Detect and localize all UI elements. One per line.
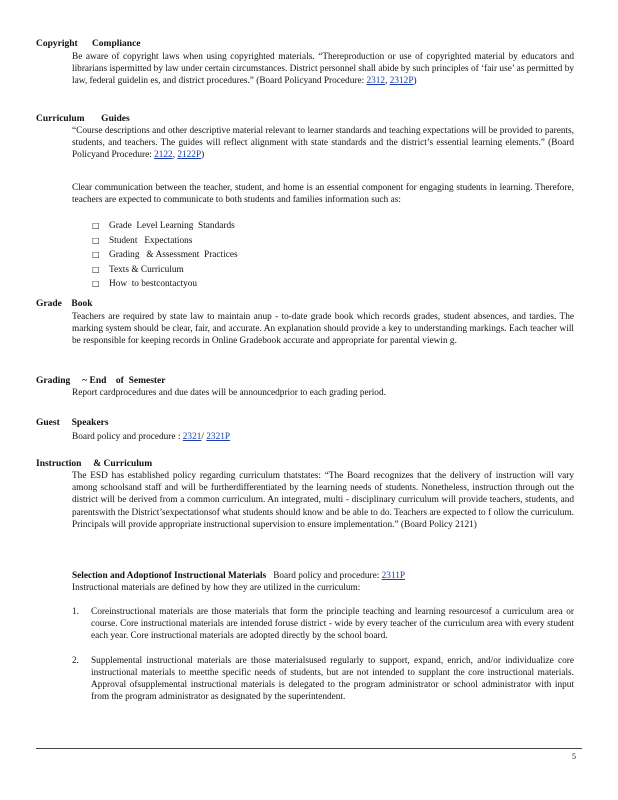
- checkbox-bullet-icon: □: [92, 264, 100, 274]
- curriculum-guides-paragraph: [72, 125, 574, 162]
- checkbox-bullet-icon: □: [92, 221, 100, 230]
- policy-link-2321[interactable]: 2321: [182, 432, 202, 442]
- communication-paragraph: Clear communication between the teacher, student, and home is an essential component for engaging students in learning. Therefore, teachers are expected to communicate to both students and families information such as:: [72, 183, 574, 206]
- checkbox-bullet-icon: □: [92, 235, 100, 245]
- checkbox-bullet-icon: □: [92, 279, 100, 288]
- policy-link-2321p[interactable]: 2321P: [206, 432, 231, 442]
- policy-link-2122p[interactable]: 2122P: [177, 150, 202, 161]
- list-item: [92, 219, 238, 234]
- copyright-paragraph: [72, 51, 574, 88]
- policy-link-2122[interactable]: 2122: [154, 150, 173, 161]
- section-title-instruction: Instruction & Curriculum: [36, 459, 153, 469]
- closing-paren: ): [413, 76, 417, 87]
- selection-text: Board policy and procedure:: [273, 571, 380, 581]
- selection-heading: Selection and Adoptionof Instructional Materials: [72, 571, 267, 581]
- instruction-paragraph: The ESD has established policy regarding curriculum thatstates: “The Board recognizes that the delivery of instruction will vary among schoolsand staff and will be furtherdifferentiated by the learning needs of students. Nonetheless, instruction through out the district will be derived from a common curriculum. An integrated, multi - disciplinary curriculum will provide teachers, students, and parentswith the District’sexpectationsof what students should know and be able to do. Teachers are expected to f ollow the curriculum. Principals will provide appropriate instructional supervision to ensure implementation.” (Board Policy 2121): [72, 471, 574, 530]
- list-item-text: Coreinstructional materials are those materials that form the principle teaching and learning resourcesof a curriculum area or course. Core instructional materials are intended foruse district - wide by every teacher of the curriculum area with every student each year. Core instructional materials are adopted directly by the school board.: [91, 607, 574, 642]
- list-item: [72, 606, 574, 643]
- link-separator: ,: [385, 76, 390, 87]
- footer-divider: [36, 748, 582, 749]
- guest-speakers-paragraph: [72, 431, 574, 443]
- list-item-label: How to bestcontactyou: [109, 279, 198, 289]
- list-item: [92, 234, 238, 249]
- link-separator: /: [201, 432, 204, 442]
- policy-link-2312p[interactable]: 2312P: [389, 76, 414, 87]
- section-title-curriculum-guides: Curriculum Guides: [36, 114, 130, 124]
- list-item-label: Grading & Assessment Practices: [109, 250, 238, 260]
- info-bullet-list: [92, 219, 238, 292]
- section-title-guest-speakers: Guest Speakers: [36, 418, 109, 428]
- section-title-grading: Grading ~ End of Semester: [36, 376, 166, 386]
- list-item: [92, 263, 238, 278]
- closing-paren: ): [201, 150, 205, 161]
- list-item: [92, 248, 238, 263]
- list-item-label: Texts & Curriculum: [109, 264, 184, 275]
- list-item-text: Supplemental instructional materials are those materialsused regularly to support, expand, enrich, and/or individualize core instructional materials to meetthe specific needs of students, but are not intended to supplant the core instructional materials. Approval ofsupplemental instructional materials is delegated to the program administrator or school administrator with input from the program administrator as designated by the superintendent.: [91, 655, 574, 703]
- selection-definition: Instructional materials are defined by how they are utilized in the curriculum:: [72, 583, 361, 594]
- guest-speakers-text: Board policy and procedure :: [72, 432, 181, 442]
- section-title-copyright: Copyright Compliance: [36, 39, 141, 49]
- copyright-text: Be aware of copyright laws when using copyrighted materials. “Thereproduction or use of copyrighted material by educators and librarians ispermitted by law under certain circumstances. District personnel shall abide by such principles of ‘fair use’ as permitted by law, federal guidelin es, and district procedures.” (Board Policyand Procedure:: [72, 52, 574, 87]
- list-item: [92, 277, 238, 292]
- curriculum-guides-text: “Course descriptions and other descriptive material relevant to learner standards and teaching expectations will be provided to parents, students, and teachers. The guides will reflect alignment with state standards and the district’s essential learning elements.” (Board Policyand Procedure:: [72, 126, 574, 161]
- list-item: [72, 655, 574, 704]
- list-number: 2.: [72, 655, 79, 666]
- list-item-label: Grade Level Learning Standards: [109, 221, 235, 231]
- selection-paragraph: [72, 570, 574, 594]
- list-number: 1.: [72, 607, 79, 617]
- policy-link-2311p[interactable]: 2311P: [381, 571, 406, 581]
- section-title-grade-book: Grade Book: [36, 299, 93, 309]
- materials-numbered-list: [72, 606, 574, 703]
- grade-book-paragraph: Teachers are required by state law to maintain anup - to-date grade book which records grades, student absences, and tardies. The marking system should be clear, fair, and accurate. An explanation should provide a key to understanding markings. Each teacher will be responsible for keeping records in Online Gradebook accurate and appropriate for parental viewin g.: [72, 312, 574, 347]
- list-item-label: Student Expectations: [109, 235, 193, 246]
- link-separator: ,: [172, 150, 176, 161]
- grading-paragraph: Report cardprocedures and due dates will be announcedprior to each grading period.: [72, 388, 386, 398]
- checkbox-bullet-icon: □: [92, 250, 100, 259]
- page-number: 5: [572, 752, 576, 761]
- policy-link-2312[interactable]: 2312: [366, 76, 386, 87]
